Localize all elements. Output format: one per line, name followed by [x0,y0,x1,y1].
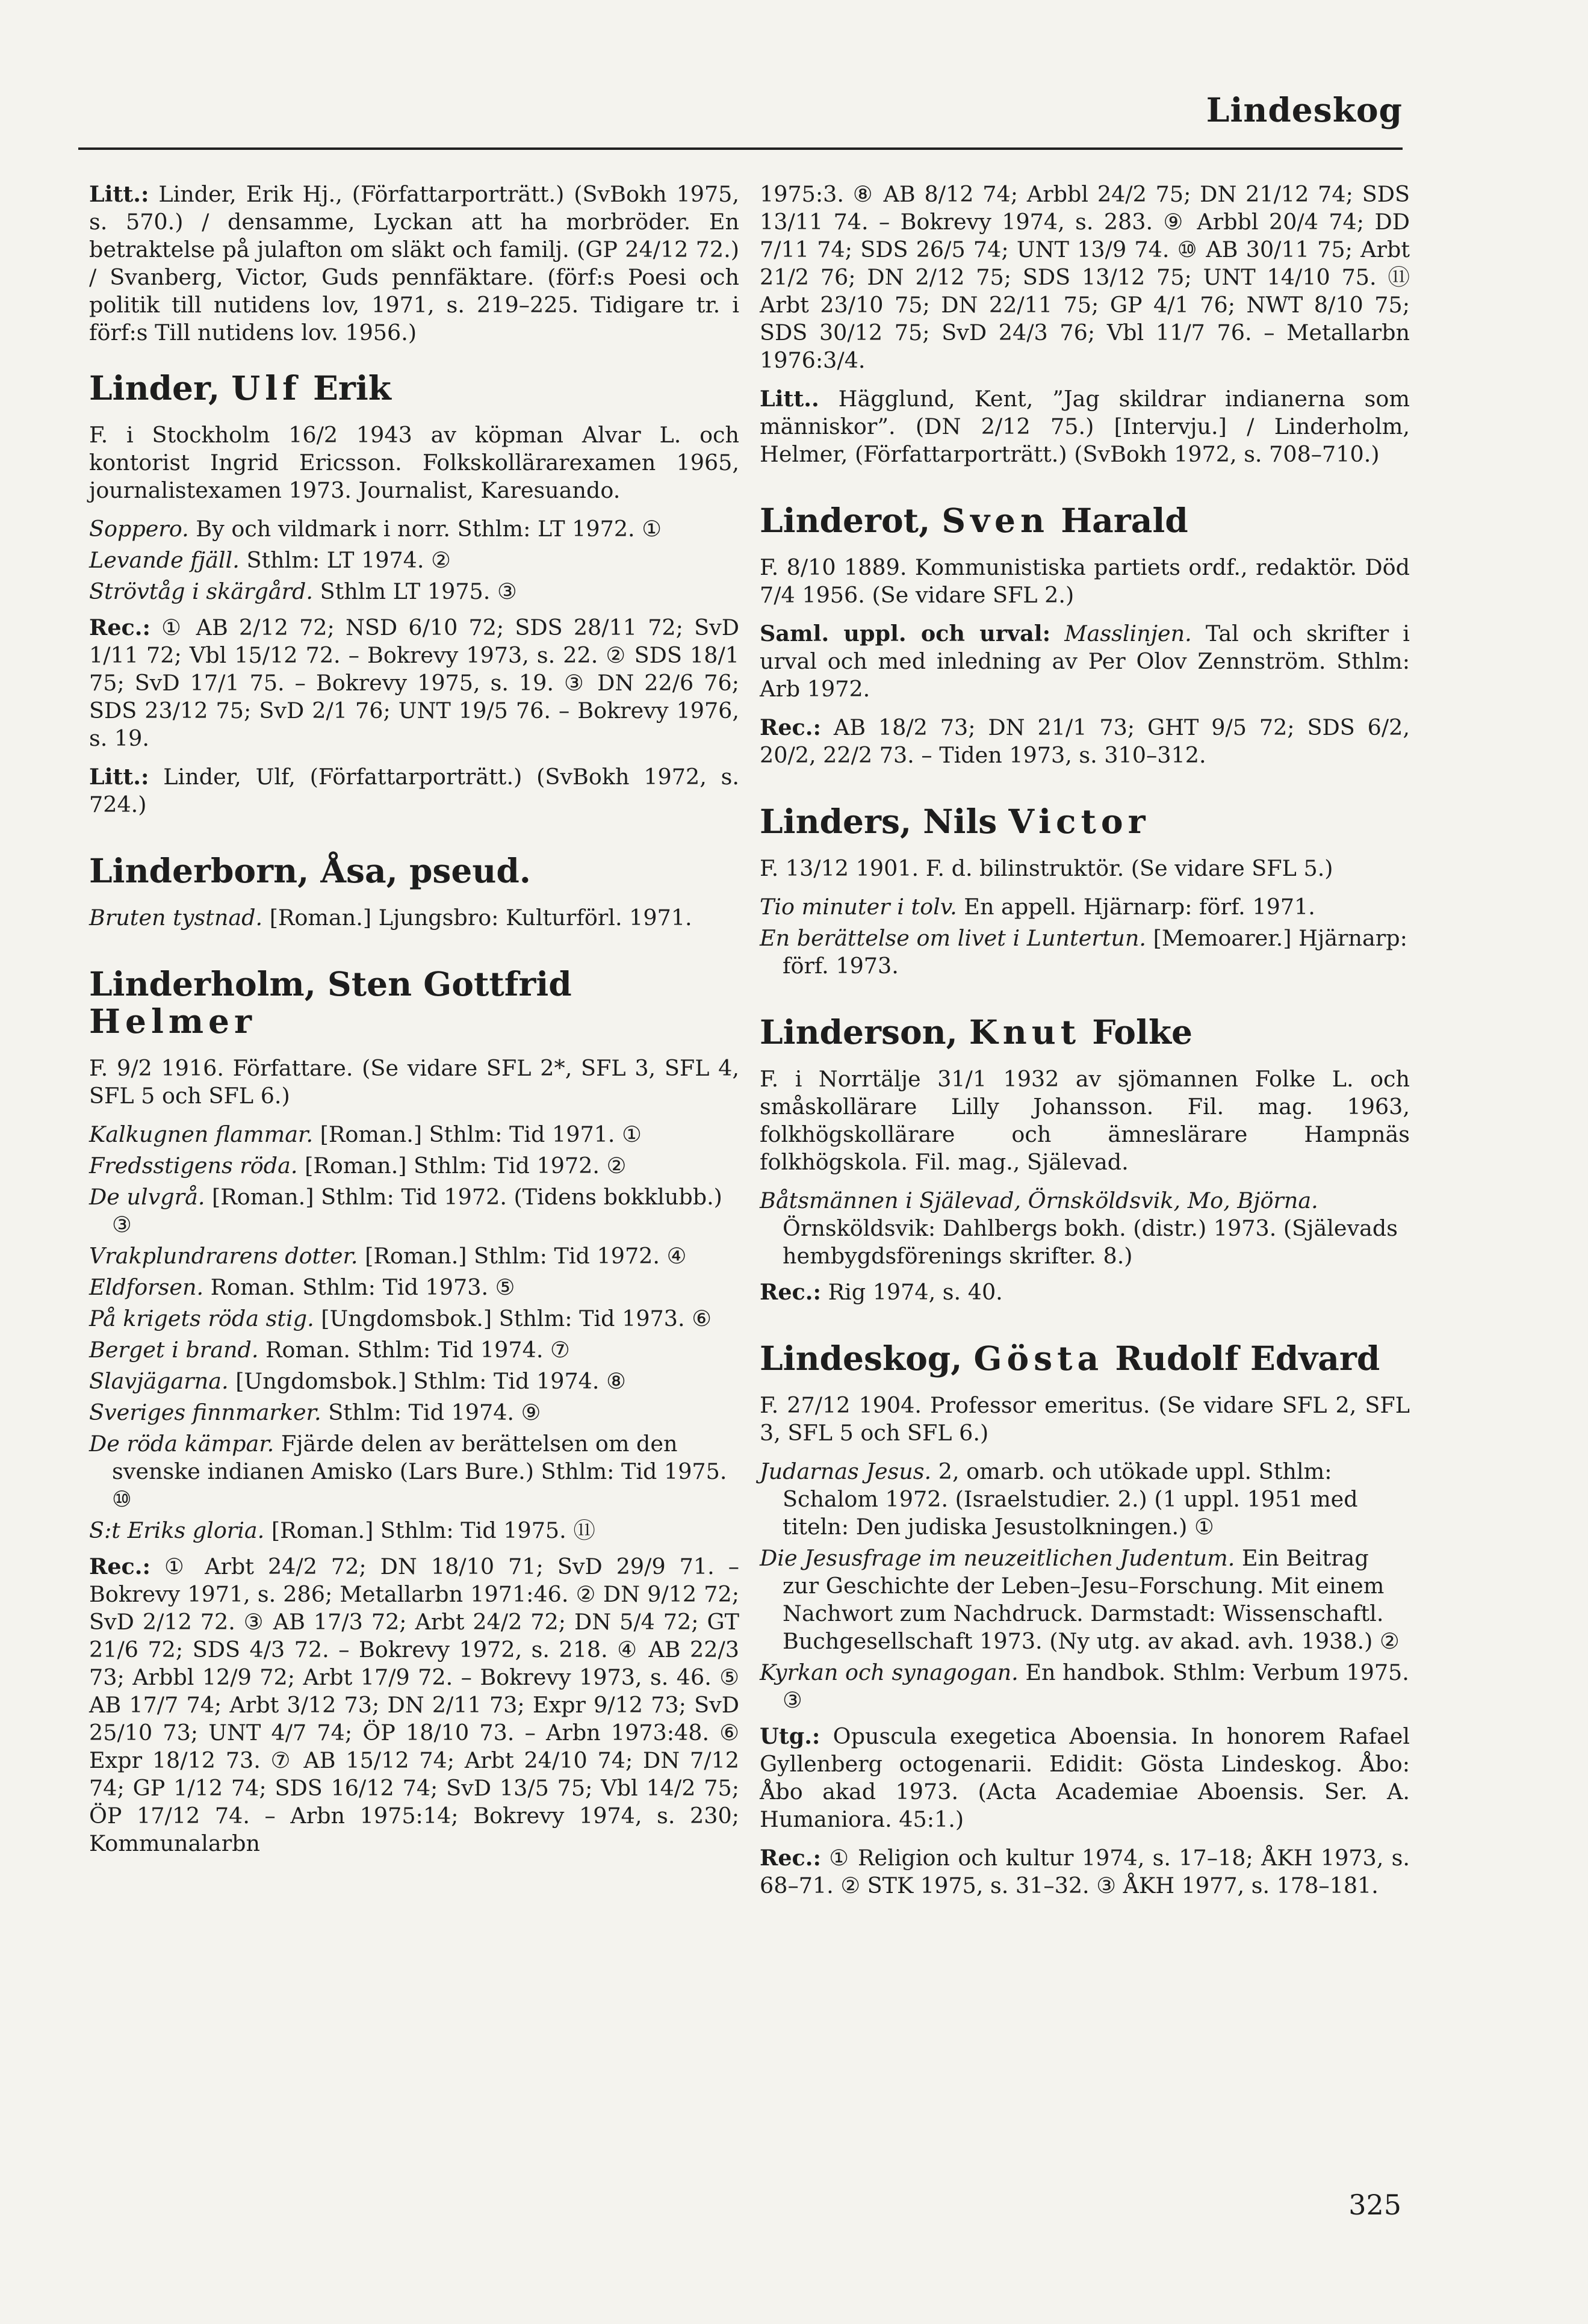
entry-heading: Linderot, Sven Harald [760,501,1188,540]
entry-heading: Linderson, Knut Folke [760,1012,1193,1052]
work-title: Kalkugnen flammar. [Roman.] Sthlm: Tid 1971. ① [89,1121,642,1147]
entry-bio: F. 27/12 1904. Professor emeritus. (Se vidare SFL 2, SFL 3, SFL 5 och SFL 6.) [760,1392,1410,1446]
review-paragraph: Rec.: ① Arbt 24/2 72; DN 18/10 71; SvD 29/9 71. – Bokrevy 1971, s. 286; Metallarbn 1971:46. ② DN 9/12 72; SvD 2/12 72. ③ AB 17/3 72; Arbt 24/2 72; DN 5/4 72; GT 21/6 72; SDS 4/3 72. – Bokrevy 1972, s. 218. ④ AB 22/3 73; Arbbl 12/9 72; Arbt 17/9 72. – Bokrevy 1973, s. 46. ⑤ AB 17/7 74; Arbt 3/12 73; DN 2/11 73; Expr 9/12 73; SvD 25/10 73; UNT 4/7 74; ÖP 18/10 73. – Arbn 1973:48. ⑥ Expr 18/12 73. ⑦ AB 15/12 74; Arbt 24/10 74; DN 7/12 74; GP 1/12 74; SDS 16/12 74; SvD 13/5 75; Vbl 14/2 75; ÖP 17/12 74. – Arbn 1975:14; Bokrevy 1974, s. 230; Kommunalarbn [89,1554,739,1856]
entry-bio: F. 13/12 1901. F. d. bilinstruktör. (Se vidare SFL 5.) [760,855,1333,881]
litt-text: Linder, Erik Hj., (Författarporträtt.) (SvBokh 1975, s. 570.) / densamme, Lyckan att ha morbröder. En betraktelse på julafton om släkt och familj. (GP 24/12 72.) / Svanberg, Victor, Guds pennfäktare. (förf:s Poesi och politik till nutidens lov, 1971, s. 219–225. Tidigare tr. i förf:s Till nutidens lov. 1956.) [89,181,739,346]
work-title: Soppero. By och vildmark i norr. Sthlm: LT 1972. ① [89,516,662,542]
entry-heading: Linder, Ulf Erik [89,368,391,407]
review-paragraph: Rec.: Rig 1974, s. 40. [760,1279,1003,1305]
work-title: Tio minuter i tolv. En appell. Hjärnarp: förf. 1971. [760,894,1315,920]
right-column [760,181,1410,1910]
work-title: Levande fjäll. Sthlm: LT 1974. ② [89,547,451,573]
work-title: Die Jesusfrage im neuzeitlichen Judentum. Ein Beitrag zur Geschichte der Leben–Jesu–Forschung. Mit einem Nachwort zum Nachdruck. Darmstadt: Wissenschaftl. Buchgesellschaft 1973. (Ny utg. av akad. avh. 1938.) ② [760,1545,1400,1654]
litt-paragraph: Litt.: Linder, Ulf, (Författarporträtt.) (SvBokh 1972, s. 724.) [89,764,739,817]
work-title: Bruten tystnad. [Roman.] Ljungsbro: Kulturförl. 1971. [89,905,692,931]
work-title: Sveriges finnmarker. Sthlm: Tid 1974. ⑨ [89,1399,541,1425]
entry-bio: F. i Stockholm 16/2 1943 av köpman Alvar L. och kontorist Ingrid Ericsson. Folkskollärarexamen 1965, journalistexamen 1973. Journalist, Karesuando. [89,422,739,503]
entry-heading: Linders, Nils Victor [760,802,1150,841]
review-continuation: 1975:3. ⑧ AB 8/12 74; Arbbl 24/2 75; DN 21/12 74; SDS 13/11 74. – Bokrevy 1974, s. 283. ⑨ Arbbl 20/4 74; DD 7/11 74; SDS 26/5 74; UNT 13/9 74. ⑩ AB 30/11 75; Arbt 21/2 76; DN 2/12 75; SDS 13/12 75; UNT 14/10 75. ⑪ Arbt 23/10 75; DN 22/11 75; GP 4/1 76; NWT 8/10 75; SDS 30/12 75; SvD 24/3 76; Vbl 11/7 76. – Metallarbn 1976:3/4. [760,181,1410,373]
work-title: Judarnas Jesus. 2, omarb. och utökade uppl. Sthlm: Schalom 1972. (Israelstudier. 2.) (1 uppl. 1951 med titeln: Den judiska Jesustolkningen.) ① [760,1458,1358,1540]
work-title: Eldforsen. Roman. Sthlm: Tid 1973. ⑤ [89,1274,515,1300]
litt-paragraph: Litt.. Hägglund, Kent, ”Jag skildrar indianerna som människor”. (DN 2/12 75.) [Intervju.] / Linderholm, Helmer, (Författarporträtt.) (SvBokh 1972, s. 708–710.) [760,386,1410,467]
review-paragraph: Rec.: ① AB 2/12 72; NSD 6/10 72; SDS 28/11 72; SvD 1/11 72; Vbl 15/12 72. – Bokrevy 1973, s. 22. ② SDS 18/1 75; SvD 17/1 75. – Bokrevy 1975, s. 19. ③ DN 22/6 76; SDS 23/12 75; SvD 2/1 76; UNT 19/5 76. – Bokrevy 1976, s. 19. [89,615,739,751]
work-title: Berget i brand. Roman. Sthlm: Tid 1974. ⑦ [89,1337,570,1363]
review-paragraph: Rec.: AB 18/2 73; DN 21/1 73; GHT 9/5 72; SDS 6/2, 20/2, 22/2 73. – Tiden 1973, s. 310–312. [760,714,1410,768]
work-title: Båtsmännen i Själevad, Örnsköldsvik, Mo, Björna. Örnsköldsvik: Dahlbergs bokh. (distr.) 1973. (Själevads hembygdsförenings skrifter. 8.) [760,1188,1398,1269]
header-rule [78,147,1403,150]
work-title: De röda kämpar. Fjärde delen av berättelsen om den svenske indianen Amisko (Lars Bure.) Sthlm: Tid 1975. ⑩ [89,1431,727,1512]
litt-label: Litt.: [89,181,149,207]
litt-paragraph [89,181,739,347]
work-title: S:t Eriks gloria. [Roman.] Sthlm: Tid 1975. ⑪ [89,1517,595,1543]
collected-edition: Saml. uppl. och urval: Masslinjen. Tal och skrifter i urval och med inledning av Per Olov Zennström. Sthlm: Arb 1972. [760,621,1410,702]
page-number: 325 [1348,2189,1401,2221]
editor-paragraph: Utg.: Opuscula exegetica Aboensia. In honorem Rafael Gyllenberg octogenarii. Edidit: Gösta Lindeskog. Åbo: Åbo akad 1973. (Acta Academiae Aboensis. Ser. A. Humaniora. 45:1.) [760,1723,1410,1832]
entry-bio: F. i Norrtälje 31/1 1932 av sjömannen Folke L. och småskollärare Lilly Johansson. Fil. mag. 1963, folkhögskollärare och ämneslärare Hampnäs folkhögskola. Fil. mag., Själevad. [760,1066,1410,1175]
left-column [89,181,739,1868]
work-title: Strövtåg i skärgård. Sthlm LT 1975. ③ [89,578,517,604]
running-head: Lindeskog [1206,90,1403,129]
entry-bio: F. 8/10 1889. Kommunistiska partiets ordf., redaktör. Död 7/4 1956. (Se vidare SFL 2.) [760,554,1410,608]
review-paragraph: Rec.: ① Religion och kultur 1974, s. 17–18; ÅKH 1973, s. 68–71. ② STK 1975, s. 31–32. ③ ÅKH 1977, s. 178–181. [760,1845,1410,1898]
work-title: På krigets röda stig. [Ungdomsbok.] Sthlm: Tid 1973. ⑥ [89,1306,712,1331]
work-title: De ulvgrå. [Roman.] Sthlm: Tid 1972. (Tidens bokklubb.) ③ [89,1184,722,1238]
work-title: Slavjägarna. [Ungdomsbok.] Sthlm: Tid 1974. ⑧ [89,1368,626,1394]
entry-bio: F. 9/2 1916. Författare. (Se vidare SFL 2*, SFL 3, SFL 4, SFL 5 och SFL 6.) [89,1055,739,1109]
entry-heading: Linderborn, Åsa, pseud. [89,851,531,890]
work-title: Vrakplundrarens dotter. [Roman.] Sthlm: Tid 1972. ④ [89,1243,687,1269]
work-title: Fredsstigens röda. [Roman.] Sthlm: Tid 1972. ② [89,1153,627,1179]
entry-heading: Lindeskog, Gösta Rudolf Edvard [760,1339,1380,1378]
entry-heading: Linderholm, Sten Gottfrid Helmer [89,964,572,1041]
work-title: En berättelse om livet i Luntertun. [Memoarer.] Hjärnarp: förf. 1973. [760,925,1407,979]
work-title: Kyrkan och synagogan. En handbok. Sthlm: Verbum 1975. ③ [760,1659,1409,1713]
